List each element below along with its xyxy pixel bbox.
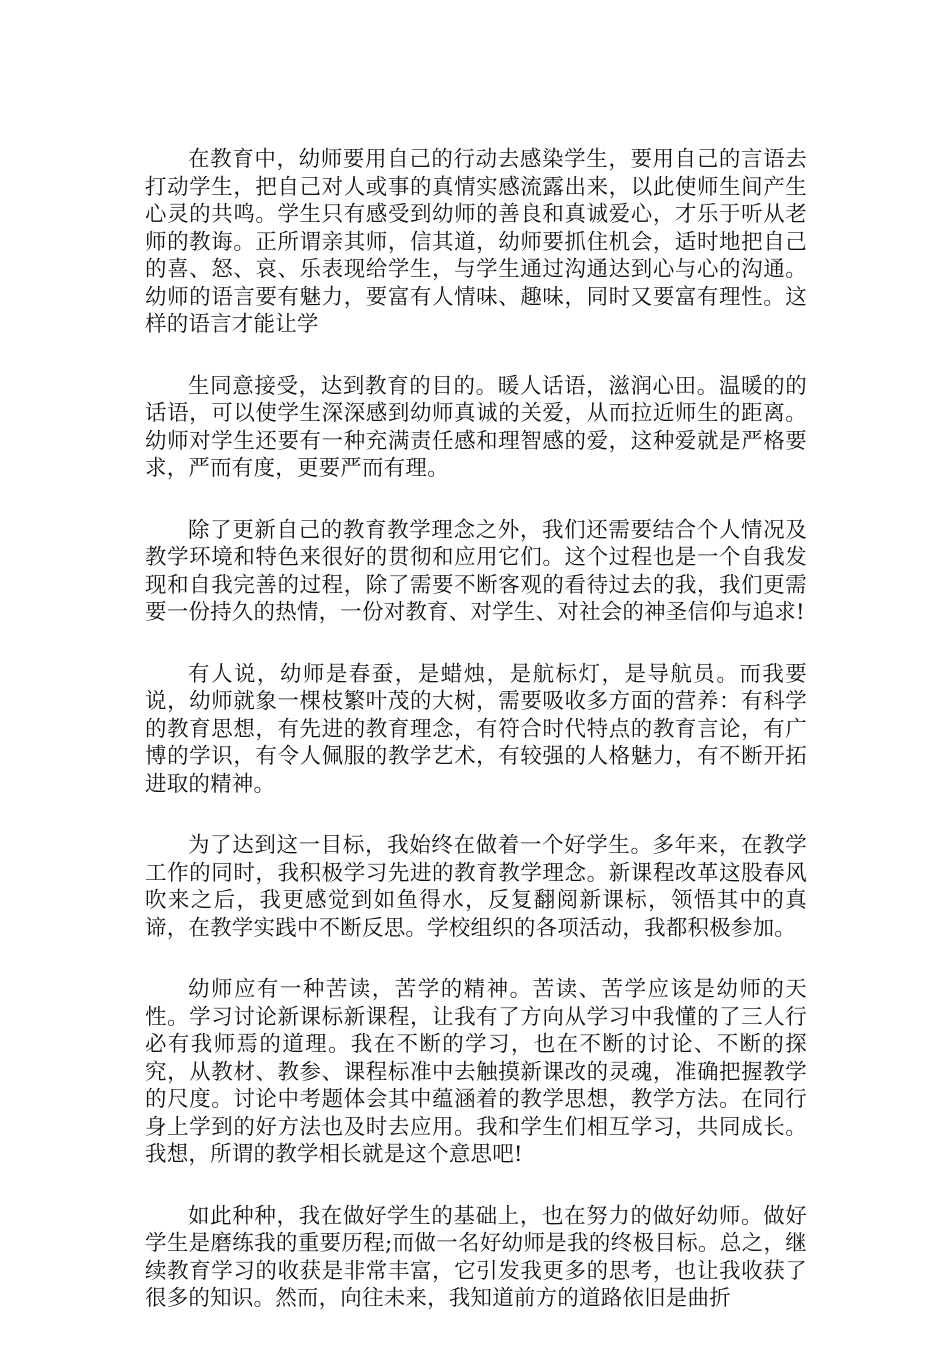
- paragraph: 除了更新自己的教育教学理念之外，我们还需要结合个人情况及教学环境和特色来很好的贯彻和应用它们。这个过程也是一个自我发现和自我完善的过程，除了需要不断客观的看待过去的我，我们更需要一份持久的热情，一份对教育、对学生、对社会的神圣信仰与追求!: [145, 517, 807, 625]
- paragraph: 生同意接受，达到教育的目的。暖人话语，滋润心田。温暖的的话语，可以使学生深深感到幼师真诚的关爱，从而拉近师生的距离。幼师对学生还要有一种充满责任感和理智感的爱，这种爱就是严格要求，严而有度，更要严而有理。: [145, 373, 807, 481]
- paragraph: 有人说，幼师是春蚕，是蜡烛，是航标灯，是导航员。而我要说，幼师就象一棵枝繁叶茂的大树，需要吸收多方面的营养：有科学的教育思想，有先进的教育理念，有符合时代特点的教育言论，有广博的学识，有令人佩服的教学艺术，有较强的人格魅力，有不断开拓进取的精神。: [145, 661, 807, 797]
- paragraph: 如此种种，我在做好学生的基础上，也在努力的做好幼师。做好学生是磨练我的重要历程;而做一名好幼师是我的终极目标。总之，继续教育学习的收获是非常丰富，它引发我更多的思考，也让我收获了很多的知识。然而，向往未来，我知道前方的道路依旧是曲折: [145, 1203, 807, 1311]
- document-body: [145, 146, 807, 1347]
- paragraph: 在教育中，幼师要用自己的行动去感染学生，要用自己的言语去打动学生，把自己对人或事的真情实感流露出来，以此使师生间产生心灵的共鸣。学生只有感受到幼师的善良和真诚爱心，才乐于听从老师的教诲。正所谓亲其师，信其道，幼师要抓住机会，适时地把自己的喜、怒、哀、乐表现给学生，与学生通过沟通达到心与心的沟通。幼师的语言要有魅力，要富有人情味、趣味，同时又要富有理性。这样的语言才能让学: [145, 147, 807, 337]
- paragraph: 幼师应有一种苦读，苦学的精神。苦读、苦学应该是幼师的天性。学习讨论新课标新课程，让我有了方向从学习中我懂的了三人行必有我师焉的道理。我在不断的学习，也在不断的讨论、不断的探究，从教材、教参、课程标准中去触摸新课改的灵魂，准确把握教学的尺度。讨论中考题体会其中蕴涵着的教学思想，教学方法。在同行身上学到的好方法也及时去应用。我和学生们相互学习，共同成长。我想，所谓的教学相长就是这个意思吧!: [145, 977, 807, 1167]
- paragraph: 为了达到这一目标，我始终在做着一个好学生。多年来，在教学工作的同时，我积极学习先进的教育教学理念。新课程改革这股春风吹来之后，我更感觉到如鱼得水，反复翻阅新课标，领悟其中的真谛，在教学实践中不断反思。学校组织的各项活动，我都积极参加。: [145, 833, 807, 941]
